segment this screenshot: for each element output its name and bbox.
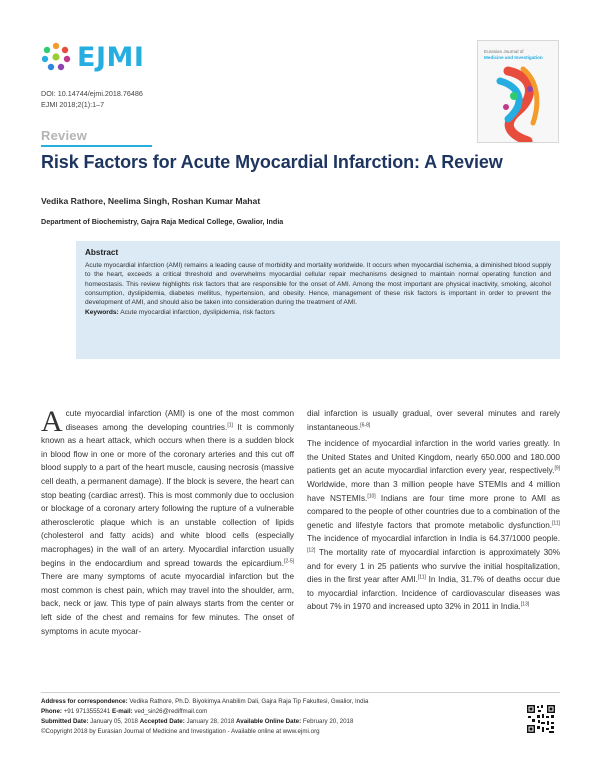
ref[interactable]: [13] bbox=[520, 601, 530, 608]
ref[interactable]: [12] bbox=[307, 547, 316, 554]
article-title: Risk Factors for Acute Myocardial Infarction: A Review bbox=[41, 152, 503, 172]
contact: Phone: +91 9713555241 E-mail: ved_sin26@rediffmail.com bbox=[41, 708, 208, 715]
qr-code-icon bbox=[526, 704, 556, 734]
abstract-text: Acute myocardial infarction (AMI) remains a leading cause of morbidity and mortality worldwide. It occurs when myocardial ischemia, a diminished blood supply to the heart, exceeds a critical threshold and overwhelms myocardial cellular repair mechanisms designed to maintain normal operating function and homeostasis. This review highlights risk factors that are responsible for the onset of AMI. Among the most important are physical inactivity, smoking, alcohol consumption, dyslipidemia, diabetes mellitus, hypertension, and obesity. Hence, management of these risk factors is important in order to prevent the development of AMI, and should also be taken into consideration during the treatment of AMI. bbox=[85, 262, 551, 307]
affiliation: Department of Biochemistry, Gajra Raja Medical College, Gwalior, India bbox=[41, 217, 284, 226]
journal-cover bbox=[477, 40, 559, 143]
cover-title: Eurasian Journal of Medicine and Investigation bbox=[484, 49, 543, 60]
dates: Submitted Date: January 05, 2018 Accepted Date: January 28, 2018 Available Online Date: February 20, 2018 bbox=[41, 718, 354, 725]
abstract-heading: Abstract bbox=[85, 248, 119, 257]
ref[interactable]: [10] bbox=[367, 492, 376, 499]
keywords bbox=[85, 308, 551, 318]
body-column-right bbox=[307, 407, 560, 614]
section-label: Review bbox=[41, 128, 88, 143]
doi[interactable]: DOI: 10.14744/ejmi.2018.76486 bbox=[41, 89, 143, 98]
logo-text: EJMI bbox=[77, 41, 145, 73]
journal-logo bbox=[41, 40, 144, 74]
keywords-text: Acute myocardial infarction, dyslipidemia, risk factors bbox=[120, 308, 275, 316]
ref[interactable]: [9] bbox=[554, 465, 560, 472]
footer bbox=[41, 697, 368, 737]
body-paragraph: dial infarction is usually gradual, over several minutes and rarely instantaneous.[6-8] bbox=[307, 409, 560, 432]
keywords-label: Keywords: bbox=[85, 308, 119, 316]
dropcap: A bbox=[41, 405, 63, 438]
email-link[interactable]: ved_sin26@rediffmail.com bbox=[132, 708, 208, 715]
ref[interactable]: [11] bbox=[552, 520, 560, 527]
ref[interactable]: [11] bbox=[417, 574, 426, 581]
section-underline bbox=[41, 145, 152, 147]
ref[interactable]: [1] bbox=[227, 421, 233, 428]
body-paragraph: Acute myocardial infarction (AMI) is one of the most common diseases among the developing countries.[1] It is commonly known as a heart attack, which occurs when there is a sudden block in blood flow in one or more of the coronary arteries and this cut off blood supply to a part of the heart muscle, causing necrosis (massive cell death, a permanent damage). If the block is severe, the heart can stop beating (cardiac arrest). This is most commonly due to occlusion or blockage of a coronary artery following the rupture of a vulnerable atherosclerotic plaque which is an unstable collection of lipids (cholesterol and fatty acids) and white blood cells (especially macrophages) in the wall of an artery. Myocardial infarction usually begins in the endocardium and spread towards the epicardium.[2-5] There are many symptoms of acute myocardial infarction but the most common is chest pain, which may travel into the shoulder, arm, back, neck or jaw. This type of pain always starts from the center or left side of the chest and remains for few minutes. The onset of symptoms in acute myocar- bbox=[41, 405, 294, 636]
logo-mark-icon bbox=[41, 42, 71, 72]
ref[interactable]: [2-5] bbox=[283, 557, 294, 564]
ref[interactable]: [6-8] bbox=[360, 421, 371, 428]
body-paragraph: The incidence of myocardial infarction in the world varies greatly. In the United States and United Kingdom, nearly 650.000 and 180.000 patients get an acute myocardial infarction every year, respectively.[9] Worldwide, more than 3 million people have STEMIs and 4 million have NSTEMIs.[10] Indians are four time more prone to AMI as compared to the people of other countries due to a combination of the genetic and lifestyle factors that promote metabolic dysfunction.[11] The incidence of myocardial infarction in India is 64.37/1000 people.[12] The mortality rate of myocardial infarction is approximately 30% and for every 1 in 25 patients who survive the initial hospitalization, dies in the first year after AMI.[11] In India, 31.7% of deaths occur due to myocardial infarction. Incidence of cardiovascular diseases was about 7% in 1970 and increased upto 32% in 2011 in India.[13] bbox=[307, 439, 560, 612]
authors: Vedika Rathore, Neelima Singh, Roshan Kumar Mahat bbox=[41, 196, 261, 206]
copyright: ©Copyright 2018 by Eurasian Journal of Medicine and Investigation - Available online at www.ejmi.org bbox=[41, 728, 320, 735]
citation: EJMI 2018;2(1):1–7 bbox=[41, 100, 105, 109]
body-column-left bbox=[41, 407, 294, 638]
correspondence: Address for correspondence: Vedika Rathore, Ph.D. Biyokimya Anabilim Dali, Gajra Raja Tip Fakultesi, Gwalior, India bbox=[41, 698, 369, 705]
article-meta bbox=[41, 88, 143, 110]
footer-divider bbox=[41, 692, 560, 693]
abstract-box bbox=[76, 241, 560, 359]
